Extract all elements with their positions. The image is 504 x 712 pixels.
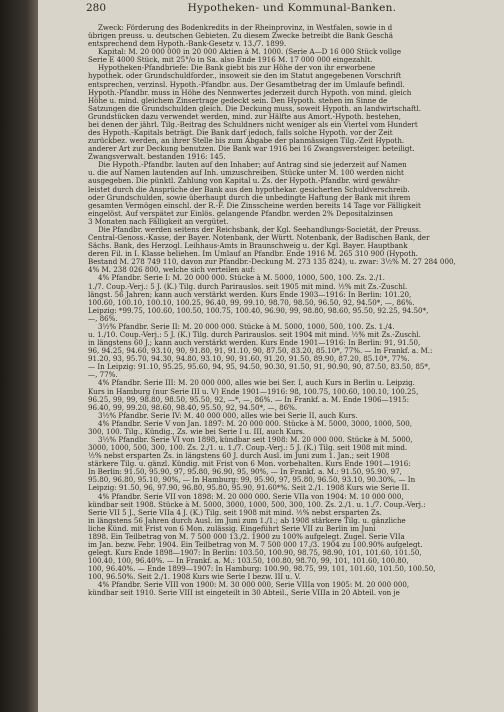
text-line: In Berlin: 91.50, 95.90, 97, 95.80, 96.90, 95, 90%, — In Frankf. a. M.: 91.50, 95.90, 97, — [88, 468, 402, 477]
text-line: stärkere Tilg. u. gänzl. Kündig. mit Frist von 6 Mon. vorbehalten. Kurs Ende 1901—1916: — [88, 460, 411, 469]
text-line: gesamten Vermögen einschl. der R.-F. Die Zinsscheine werden bereits 14 Tage vor Fälligkeit — [88, 201, 421, 210]
text-line: 4% Pfandbr. Serie III: M. 20 000 000, alles wie bei Ser. I, auch Kurs in Berlin u. Leipzig. — [98, 379, 415, 388]
text-line: Serie VII 5 J., Serie VIIa 4 J. (K.) Tilg. seit 1908 mit mind. ½% nebst ersparten Zs. — [88, 508, 382, 517]
text-line: in längstens 60 J.; kann auch verstärkt werden. Kurs Ende 1901—1916: In Berlin: 91, 91.50, — [88, 339, 421, 348]
text-line: Satzungen die Grundschulden gleich. Die Deckung muss, soweit Hypoth. an landwirtschaftl. — [88, 104, 422, 113]
text-line: u. 1./10. Coup.-Verj.: 5 J. (K.) Tilg. durch Parirauslos. seit 1904 mit mind. ½% mit Zs.-Zuschl. — [88, 330, 421, 339]
text-line: entsprechend dem Hypoth.-Bank-Gesetz v. 13./7. 1899. — [88, 40, 287, 49]
text-line: 4% Pfandbr. Serie I: M. 20 000 000. Stücke à M. 5000, 1000, 500, 100. Zs. 2./1. — [98, 274, 385, 283]
text-line: des Hypoth.-Kapitals beträgt. Die Bank darf jedoch, falls solche Hypoth. vor der Zeit — [88, 129, 393, 138]
text-line: Hypotheken-Pfandbriefe: Die Bank giebt bis zur Höhe der von ihr erworbene — [98, 64, 376, 73]
text-line: 96, 94.25, 94.60, 93.10, 90, 91.80, 91, 91.10, 90, 87.50, 83.20, 85.10*, 77%. — In Frankf. a. M.: — [88, 347, 433, 356]
text-line: 96.40, 99, 99.20, 98.60, 98.40, 95.50, 92, 94.50*, —, 86%. — [88, 403, 298, 412]
text-line: Kurs in Hamburg (nur Serie III u. V) Ende 1901—1916: 98, 100.75, 100.60, 100.10, 100.25, — [88, 387, 419, 396]
text-line: 100.40, 100, 96.40%. — In Frankf. a. M.: 103.50, 100.80, 98.70, 99, 101, 101.60, 100.80, — [88, 557, 409, 566]
text-line: kündbar seit 1908. Stücke à M. 5000, 3000, 1000, 500, 300, 100. Zs. 2./1. u. 1./7. Coup.-Verj.: — [88, 500, 426, 509]
text-line: ausgegeben. Die pünktl. Zahlung von Kapital u. Zs. der Hypoth.-Pfandbr. wird gewähr- — [88, 177, 401, 186]
text-line: zurückbez. werden, an ihrer Stelle bis zum Abgabe der planmässigen Tilg.-Zeit Hypoth. — [88, 137, 405, 146]
text-line: Sächs. Bank, des Herzogl. Leihhaus-Amts in Braunschweig u. der Kgl. Bayer. Hauptbank — [88, 242, 408, 251]
document-page — [38, 0, 504, 712]
text-line: Serie E 4000 Stück, mit 25°/o in Sa. also Ende 1916 M. 17 000 000 eingezahlt. — [88, 56, 373, 65]
text-line: Zwangsverwalt. bestanden 1916: 145. — [88, 153, 226, 162]
text-line: 4% Pfandbr. Serie V von Jan. 1897: M. 20 000 000. Stücke à M. 5000, 3000, 1000, 500, — [98, 419, 413, 428]
page-number: 280 — [86, 2, 107, 14]
text-line: 91.20, 93, 95.70, 94.30, 94.80, 93.10, 90, 91.60, 91.20, 91.50, 89.90, 87.20, 85.10*, 77%. — [88, 355, 410, 364]
text-line: u. die auf Namen lautenden auf Inh. umzuschreiben. Stücke unter M. 100 werden nicht — [88, 169, 404, 178]
text-line: 300, 100. Tilg., Kündig., Zs. wie bei Serie I u. III, auch Kurs. — [88, 427, 306, 436]
text-line: Höhe u. mind. gleichem Zinsertrage gedeckt sein. Den Hypoth. stehen im Sinne de — [88, 96, 388, 105]
text-line: — In Leipzig: 91.10, 95.25, 95.60, 94, 95, 94.50, 90.30, 91.50, 91, 90.90, 90, 87.50, 83.50, 85*, — [88, 363, 431, 372]
text-line: gelegt. Kurs Ende 1898—1907: In Berlin: 103.50, 100.90, 98.75, 98.90, 101, 101.60, 101.50, — [88, 549, 422, 558]
text-line: Leipzig: 91.50, 96, 97.90, 96.80, 95.80, 95.90, 91.60*%. Seit 2./1. 1908 Kurs wie Serie II. — [88, 484, 410, 493]
text-line: 100.60, 100.10, 100.10, 100.25, 96.40, 99, 99.10, 98.70, 98.50, 96.50, 92, 94.50*, —, 86%. — [88, 298, 415, 307]
text-line: Grundstücken dazu verwendet werden, mind. zur Hälfte aus Amort.-Hypoth. bestehen, — [88, 112, 402, 121]
text-line: oder Grundschulden, sowie überhaupt durch die unbedingte Haftung der Bank mit ihrem — [88, 193, 411, 202]
text-line: in längstens 56 Jahren durch Ausl. im Juni zum 1./1.; ab 1908 stärkere Tilg. u. gänzliche — [88, 516, 406, 525]
text-line: 95.80, 96.80, 95.10, 90%, — In Hamburg: 99, 95.90, 97, 95.80, 96.50, 93.10, 90.30%, — In — [88, 476, 416, 485]
text-line: Leipzig: *99.75, 100.60, 100.50, 100.75, 100.40, 96.90, 99, 98.80, 98.60, 95.50, 92.25, 94.50*, — [88, 306, 429, 315]
text-line: 3½% Pfandbr. Serie IV: M. 40 000 000, alles wie bei Serie II, auch Kurs. — [98, 411, 358, 420]
text-line: 1./7. Coup.-Verj.: 5 J. (K.) Tilg. durch Parirauslos. seit 1905 mit mind. ½% mit Zs.-Zuschl. — [88, 282, 408, 291]
text-line: liche Künd. mit Frist von 6 Mon. zulässig. Eingeführt Serie VII zu Berlin im Juni — [88, 524, 376, 533]
running-title: Hypotheken- und Kommunal-Banken. — [187, 2, 397, 14]
text-line: Zweck: Förderung des Bodenkredits in der Rheinprovinz, in Westfalen, sowie in d — [98, 24, 393, 32]
text-line: 4% Pfandbr. Serie VIII von 1900: M. 30 000 000, Serie VIIIa von 1905: M. 20 000 000, — [98, 581, 410, 590]
text-line: eingelöst. Auf verspätet zur Einlös. gelangende Pfandbr. werden 2% Depositalzinsen — [88, 209, 393, 218]
page-header — [86, 4, 498, 18]
text-line: deren Fil. in I. Klasse beliehen. Im Umlauf an Pfandbr. Ende 1916 M. 265 310 900 (Hypoth. — [88, 250, 418, 259]
text-line: Die Pfandbr. werden seitens der Reichsbank, der Kgl. Seehandlungs-Societät, der Preuss. — [98, 225, 422, 234]
text-line: 96.25, 99, 99, 98.80, 98.50, 95.50, 92, —*, —, 86%. — In Frankf. a. M. Ende 1906—1915: — [88, 395, 410, 404]
text-line: —, 77%. — [88, 371, 118, 380]
text-line: 3½% Pfandbr. Serie II: M. 20 000 000. Stücke à M. 5000, 1000, 500, 100. Zs. 1./4. — [98, 322, 395, 331]
text-line: im Jan. bezw. Febr. 1904. Ein Teilbetrag von M. 7 500 000 17./3. 1904 zu 100.90% aufgelegt. — [88, 541, 423, 549]
text-line: —, 86%. — [88, 314, 118, 323]
text-line: Bestand M. 278 749 110, davon zur Pfandbr.-Deckung M. 273 135 824), u. zwar: 3½% M. 27 284 000, — [88, 258, 456, 267]
text-line: leistet durch die Ansprüche der Bank aus den hypothekar. gesicherten Schuldverschreib. — [88, 185, 410, 194]
text-line: Hypoth.-Pfandbr. muss in Höhe des Nennwertes jederzeit durch Hypoth. von mind. gleich — [88, 88, 412, 97]
text-line: kündbar seit 1910. Serie VIII ist eingeteilt in 30 Abteil., Serie VIIIa in 20 Abteil. von je — [88, 589, 400, 598]
text-line: übrigen preuss. u. deutschen Gebieten. Zu diesem Zwecke betreibt die Bank Geschä — [88, 32, 393, 41]
text-line: Die Hypoth.-Pfandbr. lauten auf den Inhaber; auf Antrag sind sie jederzeit auf Namen — [98, 161, 407, 170]
book-gutter — [0, 0, 38, 712]
text-line: bei denen der jährl. Tilg.-Beitrag des Schuldners nicht weniger als ein Viertel vom Hundert — [88, 120, 418, 129]
text-line: hypothek. oder Grundschuldforder., insoweit sie den im Statut angegebenen Vorschrift — [88, 72, 402, 81]
text-line: 3½% Pfandbr. Serie VI von 1898, kündbar seit 1908: M. 20 000 000. Stücke à M. 5000, — [98, 435, 413, 444]
text-line: 4% M. 238 026 800, welche sich verteilen auf: — [88, 266, 256, 275]
text-line: längst. 56 Jahren; kann auch verstärkt werden. Kurs Ende 1903—1916: In Berlin: 101.20, — [88, 290, 412, 299]
text-line: 100, 96.40%. — Ende 1899—1907: In Hamburg: 100.90, 98.75, 99, 101, 101.60, 101.50, 100.50, — [88, 565, 436, 574]
text-line: 3000, 1000, 500, 300, 100. Zs. 2./1. u. 1./7. Coup.-Verj.: 5 J. (K.) Tilg. seit 1908 mit mind. — [88, 444, 408, 453]
text-line: 1898. Ein Teilbetrag von M. 7 500 000 13./2. 1900 zu 100% aufgelegt. Zugel. Serie VIIa — [88, 532, 405, 541]
text-line: 4% Pfandbr. Serie VII von 1898: M. 20 000 000. Serie VIIa von 1904: M. 10 000 000, — [98, 492, 404, 501]
text-line: ½% nebst ersparten Zs. in längstens 60 J. durch Ausl. im Juni zum 1. Jan.; seit 1908 — [88, 452, 390, 461]
text-line: anderer Art zur Deckung benutzen. Die Bank war 1916 bei 16 Zwangsversteiger. beteiligt. — [88, 145, 415, 154]
text-line: entsprechen, verzinsl. Hypoth.-Pfandbr. aus. Der Gesamtbetrag der im Umlaufe befindl. — [88, 80, 405, 89]
text-line: Central-Genoss.-Kasse, der Bayer. Notenbank, der Württ. Notenbank, der Badischen Bank, der — [88, 234, 430, 243]
document-body — [88, 24, 502, 598]
text-line: 3 Monaten nach Fälligkeit an vergütet. — [88, 217, 229, 226]
text-line: 100, 96.50%. Seit 2./1. 1908 Kurs wie Serie I bezw. III u. V. — [88, 573, 301, 582]
text-line: Kapital: M. 20 000 000 in 20 000 Aktien à M. 1000. (Serie A—D 16 000 Stück vollge — [98, 48, 402, 57]
